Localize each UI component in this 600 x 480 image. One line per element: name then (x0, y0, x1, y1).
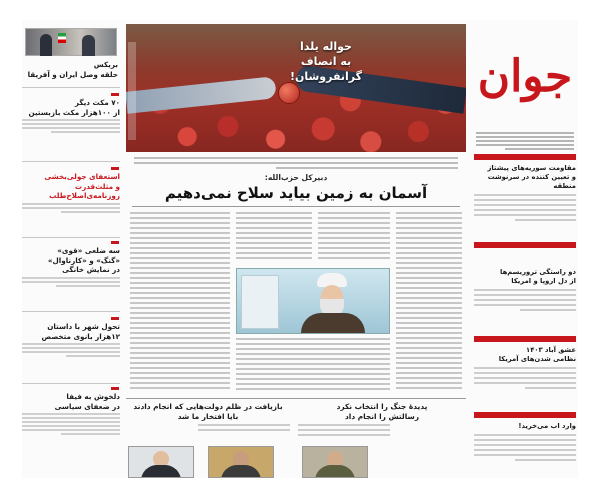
hero-headline: حواله یلدا به انصاف گرانفروشان! (289, 40, 363, 83)
lead-kicker: دبیرکل حزب‌الله: (264, 173, 328, 182)
right-story-1[interactable] (474, 164, 576, 234)
left-story-3[interactable] (22, 172, 120, 234)
masthead[interactable] (472, 24, 578, 132)
left-story-5[interactable] (22, 322, 120, 380)
portrait-photo (208, 446, 274, 478)
bottom-story-left-title: بازیافت در ظلم دولت‌هایی که انجام دادند بایا افتخار ما شد (133, 402, 283, 421)
right-story-2-title: دو راستگی تروریسم‌ها از دل اروپا و امریکا (500, 268, 576, 285)
lead-headline[interactable]: آسمان به زمین بیاید سلاح نمی‌دهیم (164, 184, 428, 202)
pomegranate-icon (278, 82, 300, 104)
meeting-photo (25, 28, 117, 56)
issue-info (476, 132, 574, 152)
left-story-6-title: دلخوش به فیفا در ضعفای سیاسی (54, 392, 120, 411)
left-story-6[interactable] (22, 392, 120, 472)
cleric-portrait[interactable] (236, 268, 390, 334)
left-story-2[interactable] (22, 98, 120, 158)
left-news-column (22, 20, 120, 478)
right-story-3-title: عشق آباد ۱۴۰۳ نظامی شدن‌های آمریکا (498, 346, 576, 363)
right-story-2[interactable] (474, 268, 576, 338)
left-story-4-title: سه ضلعی «قوی» «گنگ» و «کارناوال» در نمایش خانگی (47, 246, 120, 275)
bottom-story-right-title: پدیدۀ جنگ را انتخاب نکرد رسالتش را انجام داد (336, 402, 428, 421)
speaker-photo (128, 446, 194, 478)
left-story-1-title: بریکس حلقه وصل ایران و آفریقا (27, 60, 118, 79)
left-story-5-title: تحول شهر با داستان ۱۲هزار بانوی متخصص (41, 322, 120, 341)
bottom-story-left[interactable] (126, 402, 290, 478)
right-story-4-title: وارد اب می‌خرید! (518, 422, 576, 430)
commander-photo (302, 446, 368, 478)
left-story-1[interactable] (22, 24, 120, 84)
right-column (472, 20, 578, 478)
lead-article-body (126, 212, 466, 396)
newspaper-front-page (22, 20, 578, 478)
newspaper-logo: جوان (477, 51, 573, 102)
hero-pomegranate-photo[interactable] (126, 24, 466, 152)
center-column (126, 20, 466, 478)
left-story-4[interactable] (22, 246, 120, 308)
bottom-story-right[interactable] (298, 402, 466, 478)
left-story-3-title: استعفای جولی‌بخشی و مثلث‌قدرت روزنامه‌ی‌اصلاح‌طلب (44, 172, 120, 201)
right-story-1-title: مقاومت سوریه‌های پیشتاز و تعیین‌ کننده در سرنوشت منطقه (487, 164, 576, 190)
left-story-2-title: ۷۰ مکث دیگر از ۱۰۰هزار مکث بازبستین (28, 98, 120, 117)
right-story-3[interactable] (474, 346, 576, 406)
right-story-4[interactable] (474, 422, 576, 476)
hero-caption-text (126, 154, 466, 170)
